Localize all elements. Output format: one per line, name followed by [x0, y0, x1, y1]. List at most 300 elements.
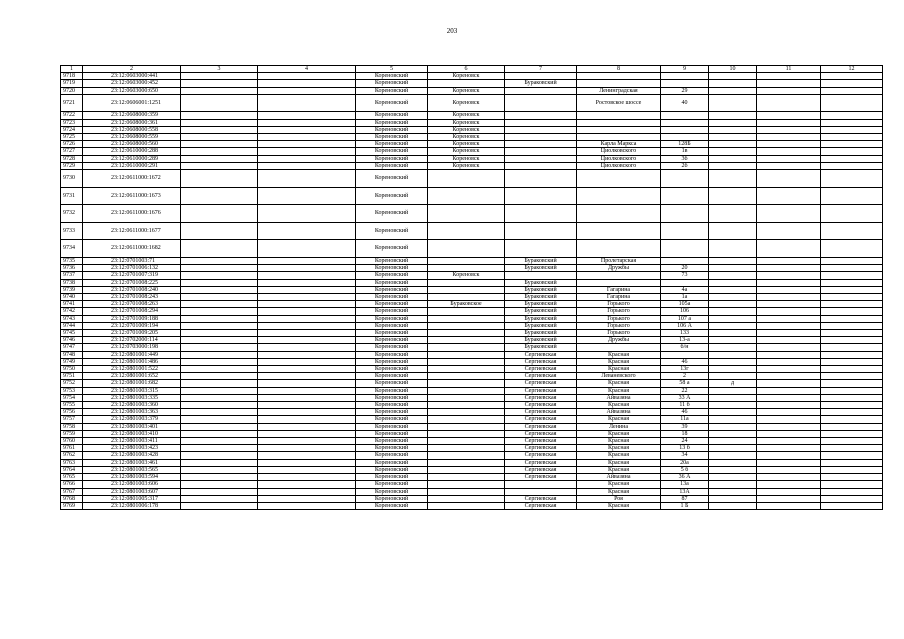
table-cell [821, 308, 883, 315]
table-cell [661, 187, 709, 205]
table-cell: 36 А [661, 474, 709, 481]
table-cell: 13 б [661, 445, 709, 452]
table-cell: 9742 [61, 308, 83, 315]
table-cell [821, 423, 883, 430]
table-cell [661, 205, 709, 223]
table-cell: 23:12:0801003:565 [83, 466, 181, 473]
table-cell [428, 330, 505, 337]
table-row [61, 337, 883, 344]
table-cell: 23:12:0801003:360 [83, 402, 181, 409]
table-cell [428, 445, 505, 452]
table-cell: 9723 [61, 119, 83, 126]
table-cell: Кореновский [356, 330, 428, 337]
table-row [61, 387, 883, 394]
table-cell: 23:12:0702000:114 [83, 337, 181, 344]
table-cell: 23:12:0701008:240 [83, 286, 181, 293]
table-cell: Бураковский [505, 330, 577, 337]
table-cell [709, 387, 757, 394]
table-cell: Сергиевская [505, 466, 577, 473]
table-cell [821, 358, 883, 365]
table-cell: Красная [577, 351, 661, 358]
table-cell [428, 452, 505, 459]
table-cell [181, 258, 258, 265]
table-cell: Кореновский [356, 502, 428, 509]
table-cell: 9745 [61, 330, 83, 337]
table-cell [181, 452, 258, 459]
table-cell: 9762 [61, 452, 83, 459]
table-cell: Горького [577, 315, 661, 322]
table-cell: Сергиевская [505, 495, 577, 502]
table-cell [505, 240, 577, 258]
table-cell [428, 358, 505, 365]
table-cell: Кореновский [356, 126, 428, 133]
table-cell: 9734 [61, 240, 83, 258]
table-cell [757, 488, 821, 495]
table-cell [757, 330, 821, 337]
table-cell: Красная [577, 366, 661, 373]
table-cell [661, 112, 709, 119]
table-row [61, 205, 883, 223]
table-row [61, 402, 883, 409]
table-cell [181, 351, 258, 358]
table-cell: 9725 [61, 134, 83, 141]
table-cell [505, 119, 577, 126]
table-cell: 23:12:0603000:452 [83, 80, 181, 87]
table-cell [181, 423, 258, 430]
table-cell [709, 474, 757, 481]
table-row [61, 394, 883, 401]
table-cell [181, 187, 258, 205]
header-row [61, 66, 883, 73]
table-cell: 9740 [61, 294, 83, 301]
table-cell: Кореновский [356, 112, 428, 119]
table-cell [661, 170, 709, 188]
table-row [61, 358, 883, 365]
table-cell [821, 474, 883, 481]
table-cell [709, 87, 757, 94]
table-cell: 9737 [61, 272, 83, 279]
table-cell [757, 366, 821, 373]
table-cell [821, 430, 883, 437]
table-cell: Бураковский [505, 322, 577, 329]
table-cell [821, 488, 883, 495]
table-cell [661, 351, 709, 358]
table-cell [258, 481, 356, 488]
table-cell: 23:12:0801003:607 [83, 488, 181, 495]
table-cell: 23:12:0608000:560 [83, 141, 181, 148]
table-cell [258, 366, 356, 373]
table-cell [757, 258, 821, 265]
table-cell [821, 73, 883, 80]
table-cell: Кореновский [356, 155, 428, 162]
table-cell: Сергиевская [505, 409, 577, 416]
table-row [61, 445, 883, 452]
table-cell: 9743 [61, 315, 83, 322]
table-cell [258, 438, 356, 445]
table-cell [428, 474, 505, 481]
table-cell [258, 344, 356, 351]
table-cell [709, 330, 757, 337]
table-cell: Дружбы [577, 337, 661, 344]
table-cell [181, 322, 258, 329]
table-cell [428, 240, 505, 258]
table-cell [757, 162, 821, 169]
table-cell [709, 459, 757, 466]
table-cell: Сергиевская [505, 445, 577, 452]
table-cell: 23:12:0610000:288 [83, 148, 181, 155]
table-cell [428, 438, 505, 445]
table-cell [181, 409, 258, 416]
table-row [61, 502, 883, 509]
table-cell [821, 155, 883, 162]
table-cell: 9739 [61, 286, 83, 293]
table-cell [181, 308, 258, 315]
table-cell: Горького [577, 301, 661, 308]
table-cell [821, 119, 883, 126]
table-cell: Красная [577, 452, 661, 459]
table-cell: 9756 [61, 409, 83, 416]
table-cell [661, 126, 709, 133]
table-cell: Кореновский [356, 301, 428, 308]
table-cell [181, 112, 258, 119]
table-row [61, 416, 883, 423]
table-cell: 23:12:0801003:606 [83, 481, 181, 488]
table-cell [757, 170, 821, 188]
table-cell: 20 [661, 265, 709, 272]
table-cell: Красная [577, 459, 661, 466]
table-cell [821, 94, 883, 112]
table-cell: 11а [661, 416, 709, 423]
table-cell [661, 258, 709, 265]
table-cell [757, 301, 821, 308]
table-cell [709, 322, 757, 329]
table-cell [181, 373, 258, 380]
table-cell: 9719 [61, 80, 83, 87]
table-cell [505, 141, 577, 148]
table-cell [821, 481, 883, 488]
table-cell: Роя [577, 495, 661, 502]
table-cell [258, 119, 356, 126]
table-cell: 9718 [61, 73, 83, 80]
table-cell [181, 358, 258, 365]
table-cell [821, 170, 883, 188]
table-cell [428, 373, 505, 380]
table-cell [709, 358, 757, 365]
table-cell: Кореновск [428, 112, 505, 119]
table-cell [428, 205, 505, 223]
table-cell [258, 409, 356, 416]
table-cell: 9748 [61, 351, 83, 358]
table-row [61, 488, 883, 495]
table-cell: Кореновск [428, 87, 505, 94]
table-cell [428, 495, 505, 502]
table-cell: 23:12:0801001:652 [83, 373, 181, 380]
table-cell: Бураковский [505, 344, 577, 351]
table-cell [428, 170, 505, 188]
table-cell [661, 279, 709, 286]
table-cell [181, 119, 258, 126]
table-cell: Леваневского [577, 373, 661, 380]
table-cell: 9732 [61, 205, 83, 223]
table-cell [258, 126, 356, 133]
table-cell: 23:12:0801001:449 [83, 351, 181, 358]
table-row [61, 134, 883, 141]
table-cell: Сергиевская [505, 394, 577, 401]
table-cell [181, 394, 258, 401]
table-cell [258, 402, 356, 409]
table-cell [577, 112, 661, 119]
table-cell [709, 73, 757, 80]
table-row [61, 474, 883, 481]
table-cell [821, 438, 883, 445]
table-cell [757, 481, 821, 488]
table-cell [181, 445, 258, 452]
table-cell [258, 495, 356, 502]
table-cell: 128Б [661, 141, 709, 148]
table-cell: Сергиевская [505, 423, 577, 430]
table-cell: Красная [577, 358, 661, 365]
table-cell: 23:12:0801006:178 [83, 502, 181, 509]
table-cell [428, 394, 505, 401]
table-cell: 24 [661, 438, 709, 445]
table-cell: 73 [661, 272, 709, 279]
table-cell [757, 286, 821, 293]
table-cell [821, 402, 883, 409]
table-cell [258, 205, 356, 223]
table-cell: 23:12:0701009:188 [83, 315, 181, 322]
table-cell: 23:12:0701006:132 [83, 265, 181, 272]
table-cell: 107 а [661, 315, 709, 322]
table-cell [428, 387, 505, 394]
table-row [61, 423, 883, 430]
table-cell [757, 272, 821, 279]
table-cell [709, 315, 757, 322]
table-cell: 23:12:0611000:1676 [83, 205, 181, 223]
table-cell: д [709, 380, 757, 387]
table-cell [757, 265, 821, 272]
table-cell [181, 495, 258, 502]
table-cell [258, 301, 356, 308]
table-cell [505, 134, 577, 141]
column-header: 4 [258, 66, 356, 73]
table-row [61, 126, 883, 133]
table-cell: Кореновск [428, 73, 505, 80]
column-header: 5 [356, 66, 428, 73]
table-cell: Бураковский [505, 265, 577, 272]
table-cell [428, 481, 505, 488]
table-cell: Кореновский [356, 148, 428, 155]
table-cell [258, 265, 356, 272]
table-row [61, 155, 883, 162]
table-cell [757, 358, 821, 365]
table-cell [709, 445, 757, 452]
table-cell: 13-а [661, 337, 709, 344]
table-cell: 9768 [61, 495, 83, 502]
table-cell [709, 134, 757, 141]
table-cell: Гагарина [577, 286, 661, 293]
table-cell: Бураковский [505, 294, 577, 301]
table-cell: 23:12:0608000:359 [83, 112, 181, 119]
table-cell [258, 148, 356, 155]
table-cell: Кореновский [356, 423, 428, 430]
table-cell [258, 380, 356, 387]
table-cell [821, 258, 883, 265]
table-cell [757, 502, 821, 509]
table-cell [428, 423, 505, 430]
table-cell [757, 308, 821, 315]
table-cell [577, 187, 661, 205]
table-cell: Айвазяна [577, 394, 661, 401]
table-row [61, 409, 883, 416]
table-cell: Циолковского [577, 155, 661, 162]
table-cell [577, 205, 661, 223]
table-cell: 23:12:0801003:411 [83, 438, 181, 445]
table-cell: 23:12:0801003:315 [83, 387, 181, 394]
table-cell: 9728 [61, 155, 83, 162]
table-cell: 23:12:0611000:1673 [83, 187, 181, 205]
table-cell [577, 73, 661, 80]
table-cell [505, 187, 577, 205]
table-cell [181, 466, 258, 473]
table-row [61, 330, 883, 337]
table-cell [757, 409, 821, 416]
table-row [61, 315, 883, 322]
table-row [61, 222, 883, 240]
table-cell: 11 б [661, 402, 709, 409]
table-cell: Айвазяна [577, 409, 661, 416]
table-cell: Циолковского [577, 162, 661, 169]
table-cell: Кореновский [356, 416, 428, 423]
table-cell [181, 294, 258, 301]
table-cell: Бураковский [505, 337, 577, 344]
table-cell [428, 286, 505, 293]
table-cell [821, 279, 883, 286]
table-cell [181, 240, 258, 258]
table-cell: Кореновский [356, 322, 428, 329]
table-cell [757, 134, 821, 141]
table-cell [757, 474, 821, 481]
table-cell [757, 141, 821, 148]
table-cell: Сергиевская [505, 373, 577, 380]
table-cell: 23:12:0611000:1682 [83, 240, 181, 258]
table-cell [709, 373, 757, 380]
table-cell [505, 488, 577, 495]
table-cell: Сергиевская [505, 452, 577, 459]
table-cell [757, 94, 821, 112]
table-cell [709, 423, 757, 430]
table-cell: Кореновский [356, 351, 428, 358]
table-cell [661, 119, 709, 126]
table-cell: Сергиевская [505, 358, 577, 365]
table-cell [821, 240, 883, 258]
table-cell [258, 330, 356, 337]
registry-body [61, 66, 883, 510]
table-cell: 9733 [61, 222, 83, 240]
table-cell [181, 366, 258, 373]
table-cell: Кореновск [428, 126, 505, 133]
table-cell [181, 94, 258, 112]
table-cell: Кореновский [356, 119, 428, 126]
table-cell: Красная [577, 387, 661, 394]
table-cell [258, 416, 356, 423]
table-cell [757, 205, 821, 223]
table-cell [258, 358, 356, 365]
table-cell: 23:12:0608000:361 [83, 119, 181, 126]
table-cell: 106 А [661, 322, 709, 329]
table-cell: 9766 [61, 481, 83, 488]
table-cell [258, 279, 356, 286]
table-cell [428, 366, 505, 373]
table-cell: Кореновский [356, 294, 428, 301]
table-cell: Бураковский [505, 286, 577, 293]
table-cell [821, 502, 883, 509]
table-cell [821, 445, 883, 452]
column-header: 9 [661, 66, 709, 73]
table-cell: Горького [577, 308, 661, 315]
table-cell [428, 265, 505, 272]
table-cell: 5 б [661, 466, 709, 473]
table-cell [709, 80, 757, 87]
table-cell [709, 430, 757, 437]
table-cell: Кореновский [356, 337, 428, 344]
registry-table [60, 65, 883, 510]
table-row [61, 495, 883, 502]
table-cell [428, 337, 505, 344]
column-header: 11 [757, 66, 821, 73]
table-cell: 9747 [61, 344, 83, 351]
table-cell [181, 416, 258, 423]
table-cell [757, 459, 821, 466]
table-cell [181, 134, 258, 141]
table-cell [757, 73, 821, 80]
table-cell: 9727 [61, 148, 83, 155]
table-cell: Кореновский [356, 272, 428, 279]
table-cell [757, 80, 821, 87]
table-cell: Сергиевская [505, 430, 577, 437]
table-cell [821, 373, 883, 380]
table-cell: Красная [577, 380, 661, 387]
table-cell: 9729 [61, 162, 83, 169]
table-cell: 23:12:0701009:205 [83, 330, 181, 337]
table-cell [709, 301, 757, 308]
table-cell: Кореновский [356, 94, 428, 112]
table-row [61, 322, 883, 329]
table-cell: 13А [661, 488, 709, 495]
table-cell [821, 141, 883, 148]
table-cell [505, 94, 577, 112]
table-cell [181, 141, 258, 148]
table-row [61, 272, 883, 279]
table-cell: Сергиевская [505, 416, 577, 423]
table-cell: 2б [661, 162, 709, 169]
table-cell: Сергиевская [505, 380, 577, 387]
table-cell [181, 279, 258, 286]
table-cell [661, 134, 709, 141]
table-cell [709, 170, 757, 188]
table-cell [757, 423, 821, 430]
table-row [61, 187, 883, 205]
table-row [61, 344, 883, 351]
table-cell [181, 222, 258, 240]
table-cell: Циолковского [577, 148, 661, 155]
table-cell: Кореновский [356, 80, 428, 87]
table-row [61, 380, 883, 387]
table-cell: 1в [661, 148, 709, 155]
table-cell: Кореновский [356, 495, 428, 502]
table-cell: Горького [577, 330, 661, 337]
table-cell: Кореновский [356, 344, 428, 351]
table-cell [821, 162, 883, 169]
